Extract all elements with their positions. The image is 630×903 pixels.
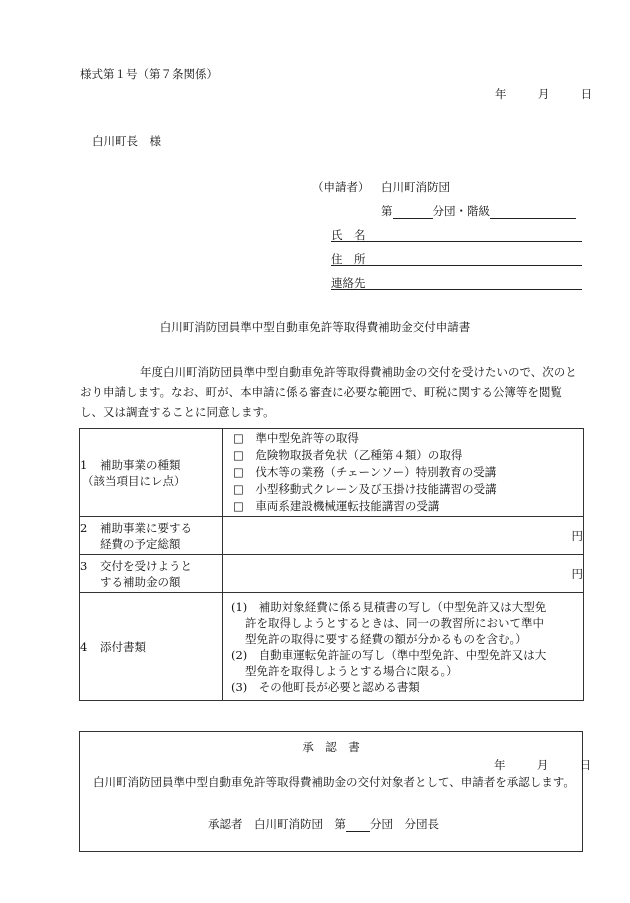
bundan-number-field[interactable] [393,205,433,219]
document-title: 白川町消防団員準中型自動車免許等取得費補助金交付申請書 [159,320,471,334]
approver-title: 分団長 [404,817,439,831]
bundan-rank-label: 分団・階級 [432,204,490,218]
type-label: 補助事業の種類 [100,457,181,472]
address-field[interactable] [331,250,582,266]
rank-field[interactable] [490,205,576,219]
approval-text: 白川町消防団員準中型自動車免許等取得費補助金の交付対象者として、申請者を承認します。 [93,775,575,789]
attachment-line: 型免許を取得しようとする場合に限る。） [245,663,458,678]
checkbox-icon[interactable]: □ [233,482,244,496]
yen-unit: 円 [571,528,583,543]
checkbox-icon[interactable]: □ [233,431,244,445]
date-day: 日 [580,87,593,101]
addressee: 白川町長 様 [92,134,161,148]
total-header-cell: 2 補助事業に要する 経費の予定総額 [80,517,223,555]
approval-box [79,731,592,852]
date-line [495,86,592,102]
approver-bundan-field[interactable] [346,818,370,832]
row-number: 1 [80,457,88,472]
contact-label: 連絡先 [331,276,366,290]
name-label: 氏 名 [331,228,366,242]
approval-title: 承 認 書 [302,740,360,754]
approver-label: 承認者 [208,817,243,831]
attachment-line: (3) その他町長が必要と認める書類 [231,679,420,694]
contact-field[interactable] [331,274,582,290]
type-sublabel: （該当項目にレ点） [82,473,186,488]
date-month: 月 [537,87,550,101]
option-item[interactable]: □ 準中型免許等の取得 [233,431,359,445]
attachment-line: 許を取得しようとするときは、同一の教習所において準中 [245,615,544,630]
option-item[interactable]: □ 車両系建設機械運転技能講習の受講 [233,499,440,513]
row-number: 4 [80,639,88,654]
grant-amount-field[interactable] [223,555,584,593]
table-row-grant [80,555,584,593]
attachment-line: 型免許の取得に要する経費の額が分かるものを含む。） [245,631,527,646]
row-number: 3 [80,558,88,573]
checkbox-icon[interactable]: □ [233,448,244,462]
attachments-header-cell [80,593,223,701]
type-options-cell [223,429,584,517]
bundan-rank-line [381,203,576,219]
approver-line: 承認者 白川町消防団 第 分団 分団長 [208,817,439,831]
name-field[interactable] [331,226,582,242]
applicant-label: （申請者） [312,180,370,194]
approval-day: 日 [579,758,592,772]
checkbox-icon[interactable]: □ [233,499,244,513]
form-number: 様式第１号（第７条関係） [80,67,218,81]
approval-date [494,757,591,773]
option-item[interactable]: □ 小型移動式クレーン及び玉掛け技能講習の受講 [233,482,497,496]
option-item[interactable]: □ 危険物取扱者免状（乙種第４類）の取得 [233,448,463,462]
grant-header-cell: 3 交付を受けようと する補助金の額 [80,555,223,593]
type-header-cell [80,429,223,517]
row-number: 2 [80,520,88,535]
total-amount-field[interactable] [223,517,584,555]
approval-month: 月 [536,758,549,772]
date-year: 年 [495,87,507,101]
attachment-line: (1) 補助対象経費に係る見積書の写し（中型免許又は大型免 [231,599,547,614]
option-item[interactable]: □ 伐木等の業務（チェーンソー）特別教育の受講 [233,465,497,479]
application-table [79,428,584,701]
approver-org: 白川町消防団 [254,817,323,831]
attachments-label: 添付書類 [100,639,146,654]
table-row-type [80,429,584,517]
attachments-list-cell [223,593,584,701]
table-row-total [80,517,584,555]
address-label: 住 所 [331,252,366,266]
attachment-line: (2) 自動車運転免許証の写し（準中型免許、中型免許又は大 [231,647,547,662]
no-prefix: 第 [381,204,393,218]
table-row-attachments [80,593,584,701]
approval-year: 年 [494,758,506,772]
applicant-org: 白川町消防団 [381,180,450,194]
intro-paragraph: 年度白川町消防団員準中型自動車免許等取得費補助金の交付を受けたいので、次のとおり申請します。なお、町が、本申請に係る審査に必要な範囲で、町税に関する公簿等を閲覧し、又は調査することに同意します。 [80,365,577,419]
yen-unit: 円 [571,566,583,581]
checkbox-icon[interactable]: □ [233,465,244,479]
